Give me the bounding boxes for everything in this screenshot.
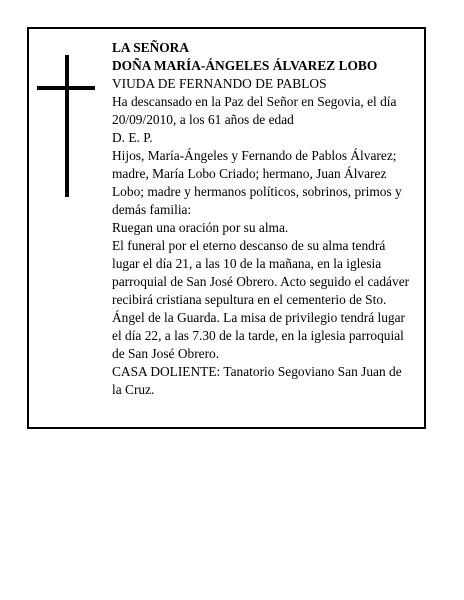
obituary-text (112, 39, 412, 399)
cross-vertical-bar (65, 55, 69, 197)
rip-line: D. E. P. (112, 130, 153, 145)
notice-title: LA SEÑORA (112, 40, 190, 55)
cross-horizontal-bar (37, 86, 95, 90)
death-announcement-line-2: 20/09/2010, a los 61 años de edad (112, 112, 294, 127)
widow-of-line: VIUDA DE FERNANDO DE PABLOS (112, 76, 327, 91)
cross-icon (37, 55, 95, 197)
prayer-request: Ruegan una oración por su alma. (112, 220, 289, 235)
deceased-name: DOÑA MARÍA-ÁNGELES ÁLVAREZ LOBO (112, 58, 378, 73)
mourning-house: CASA DOLIENTE: Tanatorio Segoviano San Juan de la Cruz. (112, 364, 402, 397)
funeral-details: El funeral por el eterno descanso de su alma tendrá lugar el día 21, a las 10 de la mañana, en la iglesia parroquial de San José Obrero. Acto seguido el cadáver recibirá cristiana sepultura en el cementerio de Sto. Ángel de la Guarda. La misa de privilegio tendrá lugar el día 22, a las 7.30 de la tarde, en la iglesia parroquial de San José Obrero. (112, 238, 410, 361)
family-paragraph: Hijos, María-Ángeles y Fernando de Pablos Álvarez; madre, María Lobo Criado; hermano, Juan Álvarez Lobo; madre y hermanos políticos, sobrinos, primos y demás familia: (112, 148, 402, 217)
death-announcement-line-1: Ha descansado en la Paz del Señor en Segovia, el día (112, 94, 397, 109)
